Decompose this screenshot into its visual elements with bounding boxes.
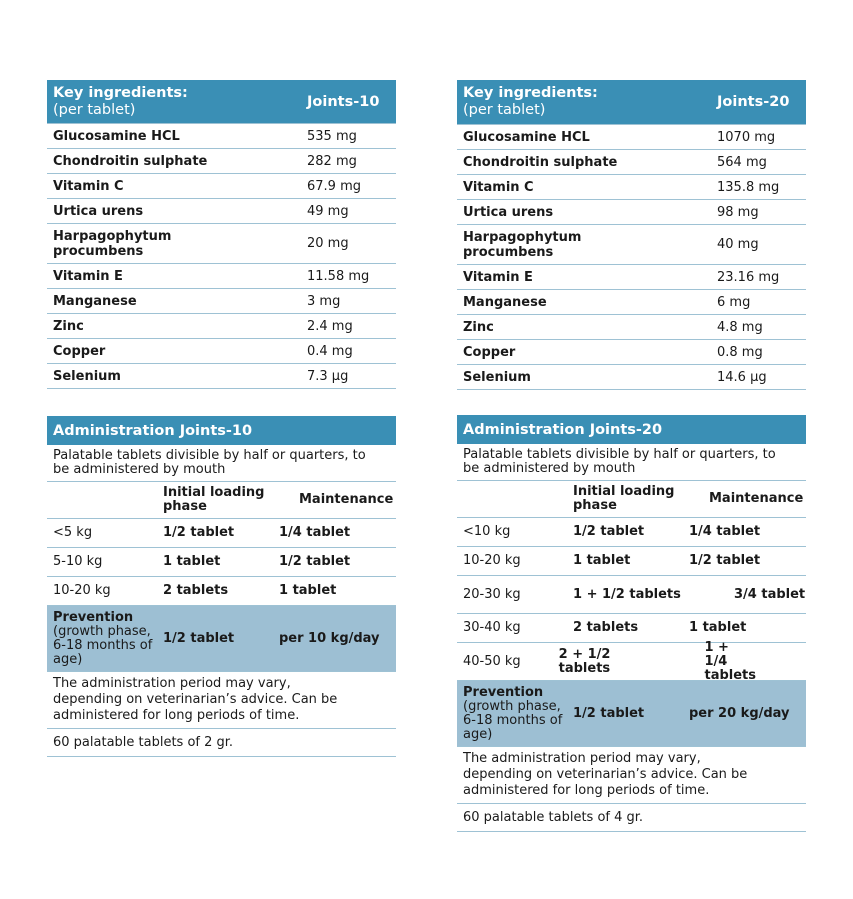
ingredient-row: Manganese 6 mg (457, 290, 806, 315)
col-maintenance: Maintenance (299, 492, 394, 507)
administration-note: The administration period may vary, depending on veterinarian’s advice. Can be administered for long periods of time. (47, 672, 396, 729)
package-info: 60 palatable tablets of 4 gr. (457, 804, 806, 832)
ingredient-row: Copper 0.8 mg (457, 340, 806, 365)
ingredients-table-joints-10 (47, 80, 396, 389)
ingredient-row: Selenium 7.3 µg (47, 364, 396, 389)
ingredient-row: Zinc 4.8 mg (457, 315, 806, 340)
ingredient-row: Selenium 14.6 µg (457, 365, 806, 390)
column-header-row (47, 482, 396, 519)
ingredient-row: Glucosamine HCL 535 mg (47, 124, 396, 149)
ingredient-row: Urtica urens 49 mg (47, 199, 396, 224)
dosage-row: 40-50 kg 2 + 1/2 tablets 1 + 1/4 tablets (457, 643, 806, 681)
dosage-row: 30-40 kg 2 tablets 1 tablet (457, 614, 806, 643)
prevention-label: Prevention (53, 609, 134, 625)
ingredient-row: Vitamin C 135.8 mg (457, 175, 806, 200)
dosage-row: 10-20 kg 1 tablet 1/2 tablet (457, 547, 806, 576)
administration-note: The administration period may vary, depending on veterinarian’s advice. Can be administered for long periods of time. (457, 747, 806, 804)
col-loading-phase: Initial loading phase (573, 484, 675, 513)
ingredient-row: Vitamin E 23.16 mg (457, 265, 806, 290)
ingredients-subtitle: (per tablet) (463, 102, 546, 118)
package-info: 60 palatable tablets of 2 gr. (47, 729, 396, 757)
prevention-label: Prevention (463, 684, 544, 700)
column-header-row (457, 481, 806, 518)
ingredient-row: Urtica urens 98 mg (457, 200, 806, 225)
ingredient-row: Glucosamine HCL 1070 mg (457, 125, 806, 150)
dosage-row: <10 kg 1/2 tablet 1/4 tablet (457, 518, 806, 547)
dosage-row: 5-10 kg 1 tablet 1/2 tablet (47, 548, 396, 577)
ingredients-title: Key ingredients: (463, 85, 598, 101)
dosage-row: 20-30 kg 1 + 1/2 tablets 3/4 tablet (457, 576, 806, 614)
administration-table-joints-20 (457, 415, 806, 832)
prevention-detail: (growth phase, 6-18 months of age) (463, 698, 563, 742)
ingredient-row: Chondroitin sulphate 282 mg (47, 149, 396, 174)
ingredient-row: Zinc 2.4 mg (47, 314, 396, 339)
product-name: Joints-10 (307, 93, 380, 110)
administration-table-joints-10 (47, 416, 396, 757)
ingredients-subtitle: (per tablet) (53, 101, 136, 118)
prevention-row: Prevention (growth phase, 6-18 months of age) 1/2 tablet per 10 kg/day (47, 606, 396, 672)
prevention-row: Prevention (growth phase, 6-18 months of age) 1/2 tablet per 20 kg/day (457, 681, 806, 747)
prevention-detail: (growth phase, 6-18 months of age) (53, 623, 153, 667)
ingredients-header (457, 80, 806, 125)
product-name: Joints-20 (717, 94, 790, 110)
ingredient-row: Chondroitin sulphate 564 mg (457, 150, 806, 175)
ingredient-row: Harpagophytum procumbens 40 mg (457, 225, 806, 265)
administration-intro: Palatable tablets divisible by half or quarters, to be administered by mouth (457, 444, 806, 481)
ingredients-title: Key ingredients: (53, 84, 188, 101)
administration-title: Administration Joints-20 (457, 415, 806, 444)
ingredient-row: Vitamin E 11.58 mg (47, 264, 396, 289)
dosage-row: <5 kg 1/2 tablet 1/4 tablet (47, 519, 396, 548)
ingredient-row: Harpagophytum procumbens 20 mg (47, 224, 396, 264)
col-loading-phase: Initial loading phase (163, 485, 265, 514)
administration-intro: Palatable tablets divisible by half or quarters, to be administered by mouth (47, 445, 396, 482)
dosage-row: 10-20 kg 2 tablets 1 tablet (47, 577, 396, 606)
ingredients-table-joints-20 (457, 80, 806, 390)
ingredient-row: Manganese 3 mg (47, 289, 396, 314)
administration-title: Administration Joints-10 (47, 416, 396, 445)
col-maintenance: Maintenance (709, 491, 804, 506)
ingredients-header (47, 80, 396, 124)
ingredient-row: Vitamin C 67.9 mg (47, 174, 396, 199)
ingredient-row: Copper 0.4 mg (47, 339, 396, 364)
